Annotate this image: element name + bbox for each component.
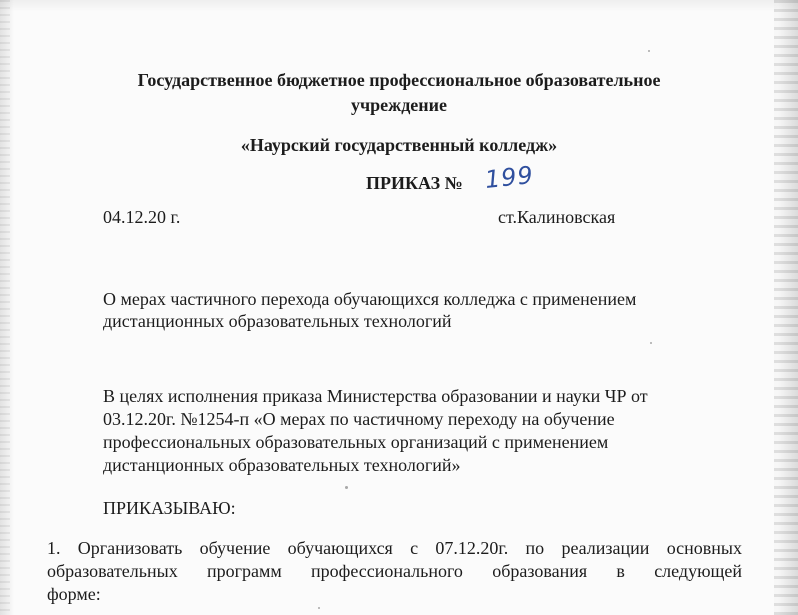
scan-speck [345, 486, 348, 489]
preamble-line2: 03.12.20г. №1254-п «О мерах по частичному переходу на обучение [103, 409, 615, 429]
item1-line2: образовательных программ профессионального образования в следующей [47, 561, 742, 581]
order-number-handwritten: 199 [483, 160, 536, 194]
order-word: ПРИКАЗЫВАЮ: [103, 498, 236, 518]
scan-shadow-right [774, 0, 798, 615]
preamble-line4: дистанционных образовательных технологий» [103, 455, 461, 475]
order-title: ПРИКАЗ № [366, 173, 463, 193]
preamble-line1: В целях исполнения приказа Министерства образовании и науки ЧР от [103, 386, 648, 406]
scan-speck [650, 342, 652, 344]
subject-line2: дистанционных образовательных технологий [103, 311, 452, 331]
org-name-line1: Государственное бюджетное профессиональное образовательное [137, 70, 661, 90]
scan-shadow-left [0, 0, 10, 615]
item1-line1: 1. Организовать обучение обучающихся с 07.12.20г. по реализации основных [47, 538, 742, 558]
order-place: ст.Калиновская [498, 207, 616, 227]
item1-line3: форме: [47, 584, 101, 604]
scan-speck [318, 607, 320, 609]
scan-speck [648, 50, 650, 52]
preamble-line3: профессиональных образовательных организаций с применением [103, 432, 609, 452]
org-name-line2: учреждение [350, 95, 448, 115]
college-name: «Наурский государственный колледж» [240, 135, 558, 155]
order-date: 04.12.20 г. [103, 207, 181, 227]
subject-line1: О мерах частичного перехода обучающихся колледжа с применением [103, 289, 637, 309]
